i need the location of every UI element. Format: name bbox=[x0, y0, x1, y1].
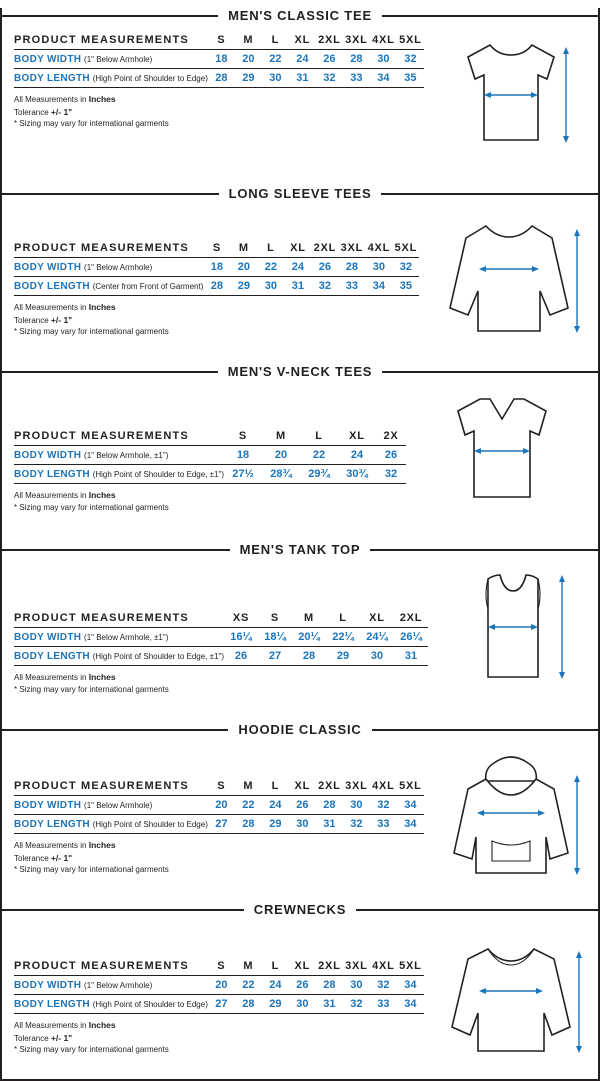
size-header: 5XL bbox=[399, 34, 422, 46]
note-line: Tolerance +/- 1" bbox=[14, 852, 73, 863]
section-title: MEN'S V-NECK TEES bbox=[227, 364, 373, 379]
row-note: (1" Below Armhole, ±1") bbox=[84, 633, 169, 642]
size-header: XS bbox=[232, 612, 250, 624]
size-header: 4XL bbox=[367, 242, 391, 254]
measurements-table bbox=[14, 31, 424, 88]
cell: 32 bbox=[343, 995, 370, 1014]
cell: 30 bbox=[360, 647, 394, 666]
cell: 30 bbox=[262, 69, 289, 88]
cell: 30 bbox=[289, 815, 316, 834]
row-label bbox=[14, 976, 208, 995]
note-line: All Measurements in Inches bbox=[14, 490, 116, 500]
row-label bbox=[14, 69, 208, 88]
rule-left bbox=[2, 15, 218, 17]
rule-right bbox=[356, 909, 598, 911]
row-label bbox=[14, 446, 224, 465]
size-header: M bbox=[243, 960, 254, 972]
cell: 29 bbox=[230, 277, 257, 296]
cell: 34 bbox=[397, 995, 424, 1014]
size-header: 3XL bbox=[340, 242, 364, 254]
cell: 28 bbox=[235, 815, 262, 834]
row-note: (1" Below Armhole) bbox=[84, 801, 153, 810]
size-header: L bbox=[267, 242, 275, 254]
tshirt-icon bbox=[446, 35, 576, 155]
size-header: 2XL bbox=[318, 960, 341, 972]
size-header: 2XL bbox=[318, 34, 341, 46]
measurements-table-wrap bbox=[2, 239, 419, 338]
row-label bbox=[14, 628, 224, 647]
header-product-measurements: PRODUCT MEASUREMENTS bbox=[14, 34, 189, 46]
cell: 20 bbox=[235, 50, 262, 69]
table-row bbox=[14, 465, 406, 484]
cell: 28 bbox=[292, 647, 326, 666]
note-line: All Measurements in Inches bbox=[14, 840, 116, 850]
cell: 30¾ bbox=[338, 465, 376, 484]
cell: 24 bbox=[338, 446, 376, 465]
row-name: BODY WIDTH bbox=[14, 980, 82, 991]
rule-left bbox=[2, 193, 219, 195]
cell: 22 bbox=[262, 50, 289, 69]
size-header: 2XL bbox=[318, 780, 341, 792]
row-note: (1" Below Armhole) bbox=[84, 263, 153, 272]
tank-top-icon bbox=[448, 565, 578, 690]
size-header: L bbox=[271, 34, 280, 46]
section-body bbox=[2, 737, 598, 890]
header-product-measurements: PRODUCT MEASUREMENTS bbox=[14, 612, 189, 624]
section-title-row bbox=[2, 364, 598, 379]
cell: 28 bbox=[343, 50, 370, 69]
section-hoodie-classic bbox=[2, 722, 598, 902]
header-product-measurements: PRODUCT MEASUREMENTS bbox=[14, 960, 189, 972]
measurements-table bbox=[14, 239, 419, 296]
row-label bbox=[14, 50, 208, 69]
size-header: 2XL bbox=[313, 242, 337, 254]
size-header: 4XL bbox=[372, 960, 395, 972]
row-label bbox=[14, 647, 224, 666]
size-header: M bbox=[243, 34, 254, 46]
long-sleeve-shirt-icon bbox=[434, 213, 584, 353]
cell: 30 bbox=[343, 976, 370, 995]
size-header: XL bbox=[294, 34, 311, 46]
row-note: (High Point of Shoulder to Edge) bbox=[92, 74, 208, 83]
size-header: 5XL bbox=[399, 780, 422, 792]
cell: 33 bbox=[343, 69, 370, 88]
rule-right bbox=[382, 15, 598, 17]
row-note: (High Point of Shoulder to Edge, ±1") bbox=[92, 652, 224, 661]
cell: 28 bbox=[235, 995, 262, 1014]
cell: 30 bbox=[289, 995, 316, 1014]
cell: 24 bbox=[262, 976, 289, 995]
row-label bbox=[14, 815, 208, 834]
table-row bbox=[14, 815, 424, 834]
rule-right bbox=[382, 371, 598, 373]
section-mens-tank-top bbox=[2, 542, 598, 722]
cell: 29 bbox=[235, 69, 262, 88]
cell: 30 bbox=[370, 50, 397, 69]
cell: 32 bbox=[370, 976, 397, 995]
row-label bbox=[14, 258, 203, 277]
size-header: 5XL bbox=[394, 242, 418, 254]
cell: 31 bbox=[289, 69, 316, 88]
note-line: * Sizing may vary for international garments bbox=[14, 327, 169, 337]
measurements-table bbox=[14, 957, 424, 1014]
size-header: M bbox=[243, 780, 254, 792]
cell: 24¼ bbox=[360, 628, 394, 647]
cell: 22 bbox=[235, 976, 262, 995]
table-row bbox=[14, 50, 424, 69]
garment-illustration-long-sleeve bbox=[419, 209, 598, 353]
section-title-row bbox=[2, 186, 598, 201]
cell: 32 bbox=[311, 277, 338, 296]
section-body bbox=[2, 557, 598, 695]
section-title: LONG SLEEVE TEES bbox=[228, 186, 372, 201]
cell: 31 bbox=[394, 647, 428, 666]
cell: 32 bbox=[397, 50, 424, 69]
measurements-table-wrap bbox=[2, 957, 424, 1056]
cell: 20 bbox=[208, 796, 235, 815]
size-header: 3XL bbox=[345, 960, 368, 972]
cell: 18 bbox=[224, 446, 262, 465]
note-line: * Sizing may vary for international garments bbox=[14, 865, 169, 875]
garment-illustration-hoodie bbox=[424, 741, 598, 890]
cell: 32 bbox=[316, 69, 343, 88]
row-label bbox=[14, 465, 224, 484]
note-line: All Measurements in Inches bbox=[14, 94, 116, 104]
row-note: (1" Below Armhole) bbox=[84, 981, 153, 990]
garment-illustration-tank-top bbox=[428, 561, 598, 690]
size-header: S bbox=[238, 430, 248, 442]
hoodie-icon bbox=[436, 745, 586, 890]
cell: 18 bbox=[203, 258, 230, 277]
rule-right bbox=[370, 549, 598, 551]
cell: 33 bbox=[338, 277, 365, 296]
table-header-row bbox=[14, 777, 424, 796]
section-title: CREWNECKS bbox=[253, 902, 347, 917]
section-mens-classic-tee bbox=[2, 8, 598, 186]
cell: 34 bbox=[397, 976, 424, 995]
notes-block bbox=[14, 1014, 424, 1056]
size-header: 4XL bbox=[372, 34, 395, 46]
cell: 28 bbox=[338, 258, 365, 277]
size-header: 4XL bbox=[372, 780, 395, 792]
note-line: * Sizing may vary for international garments bbox=[14, 502, 169, 512]
size-header: 3XL bbox=[345, 780, 368, 792]
cell: 18¼ bbox=[258, 628, 292, 647]
table-header-row bbox=[14, 427, 406, 446]
section-body bbox=[2, 201, 598, 353]
size-header: M bbox=[276, 430, 286, 442]
size-header: S bbox=[212, 242, 221, 254]
size-chart-page bbox=[0, 8, 600, 1081]
row-note: (High Point of Shoulder to Edge, ±1") bbox=[92, 470, 224, 479]
table-row bbox=[14, 796, 424, 815]
row-note: (Center from Front of Garment) bbox=[92, 282, 204, 291]
section-long-sleeve-tees bbox=[2, 186, 598, 364]
row-label bbox=[14, 995, 208, 1014]
row-name: BODY LENGTH bbox=[14, 469, 90, 480]
cell: 26 bbox=[224, 647, 258, 666]
row-name: BODY LENGTH bbox=[14, 281, 90, 292]
table-header-row bbox=[14, 31, 424, 50]
notes-block bbox=[14, 666, 428, 695]
cell: 22¼ bbox=[326, 628, 360, 647]
note-line: * Sizing may vary for international garments bbox=[14, 119, 169, 129]
size-header: L bbox=[271, 780, 280, 792]
table-header-row bbox=[14, 957, 424, 976]
size-header: XL bbox=[349, 430, 365, 442]
measurements-table-wrap bbox=[2, 609, 428, 695]
table-row bbox=[14, 976, 424, 995]
row-name: BODY LENGTH bbox=[14, 651, 90, 662]
note-line: All Measurements in Inches bbox=[14, 302, 116, 312]
row-note: (1" Below Armhole) bbox=[84, 55, 153, 64]
cell: 27 bbox=[208, 815, 235, 834]
cell: 27½ bbox=[224, 465, 262, 484]
size-header: L bbox=[315, 430, 323, 442]
cell: 24 bbox=[289, 50, 316, 69]
cell: 20 bbox=[208, 976, 235, 995]
cell: 29 bbox=[262, 815, 289, 834]
size-header: S bbox=[270, 612, 280, 624]
row-name: BODY WIDTH bbox=[14, 262, 82, 273]
rule-left bbox=[2, 909, 244, 911]
section-body bbox=[2, 379, 598, 514]
notes-block bbox=[14, 484, 406, 513]
cell: 29 bbox=[326, 647, 360, 666]
table-header-row bbox=[14, 609, 428, 628]
cell: 34 bbox=[397, 815, 424, 834]
size-header: XL bbox=[290, 242, 306, 254]
cell: 28¾ bbox=[262, 465, 300, 484]
section-title: MEN'S TANK TOP bbox=[239, 542, 361, 557]
section-title: HOODIE CLASSIC bbox=[238, 722, 362, 737]
cell: 34 bbox=[397, 796, 424, 815]
row-label bbox=[14, 796, 208, 815]
cell: 22 bbox=[300, 446, 338, 465]
section-title-row bbox=[2, 542, 598, 557]
cell: 29 bbox=[262, 995, 289, 1014]
cell: 34 bbox=[365, 277, 392, 296]
row-label bbox=[14, 277, 203, 296]
cell: 30 bbox=[365, 258, 392, 277]
cell: 33 bbox=[370, 815, 397, 834]
note-line: * Sizing may vary for international garments bbox=[14, 684, 169, 694]
crewneck-sweatshirt-icon bbox=[436, 931, 586, 1071]
row-note: (1" Below Armhole, ±1") bbox=[84, 451, 169, 460]
size-header: M bbox=[304, 612, 314, 624]
cell: 18 bbox=[208, 50, 235, 69]
size-header: S bbox=[217, 780, 226, 792]
note-line: All Measurements in Inches bbox=[14, 672, 116, 682]
cell: 28 bbox=[208, 69, 235, 88]
section-crewnecks bbox=[2, 902, 598, 1077]
cell: 30 bbox=[257, 277, 284, 296]
cell: 32 bbox=[370, 796, 397, 815]
cell: 33 bbox=[370, 995, 397, 1014]
cell: 31 bbox=[316, 815, 343, 834]
size-header: 2XL bbox=[399, 612, 423, 624]
header-product-measurements: PRODUCT MEASUREMENTS bbox=[14, 430, 189, 442]
cell: 22 bbox=[257, 258, 284, 277]
rule-left bbox=[2, 729, 228, 731]
size-header: 2X bbox=[383, 430, 399, 442]
measurements-table bbox=[14, 427, 406, 484]
note-line: Tolerance +/- 1" bbox=[14, 106, 73, 117]
cell: 32 bbox=[392, 258, 419, 277]
garment-illustration-v-neck bbox=[406, 385, 598, 514]
rule-left bbox=[2, 549, 230, 551]
cell: 26 bbox=[376, 446, 406, 465]
cell: 27 bbox=[208, 995, 235, 1014]
table-row bbox=[14, 446, 406, 465]
cell: 26¼ bbox=[394, 628, 428, 647]
cell: 26 bbox=[311, 258, 338, 277]
cell: 32 bbox=[343, 815, 370, 834]
measurements-table bbox=[14, 777, 424, 834]
table-header-row bbox=[14, 239, 419, 258]
cell: 28 bbox=[203, 277, 230, 296]
row-name: BODY LENGTH bbox=[14, 819, 90, 830]
cell: 20¼ bbox=[292, 628, 326, 647]
section-mens-v-neck-tees bbox=[2, 364, 598, 542]
measurements-table-wrap bbox=[2, 777, 424, 876]
table-row bbox=[14, 258, 419, 277]
row-name: BODY WIDTH bbox=[14, 54, 82, 65]
cell: 22 bbox=[235, 796, 262, 815]
row-name: BODY LENGTH bbox=[14, 73, 90, 84]
cell: 28 bbox=[316, 976, 343, 995]
section-body bbox=[2, 917, 598, 1071]
cell: 35 bbox=[392, 277, 419, 296]
header-product-measurements: PRODUCT MEASUREMENTS bbox=[14, 780, 189, 792]
notes-block bbox=[14, 834, 424, 876]
size-header: XL bbox=[294, 960, 311, 972]
cell: 31 bbox=[284, 277, 311, 296]
size-header: L bbox=[271, 960, 280, 972]
cell: 34 bbox=[370, 69, 397, 88]
cell: 35 bbox=[397, 69, 424, 88]
row-name: BODY WIDTH bbox=[14, 450, 82, 461]
size-header: 5XL bbox=[399, 960, 422, 972]
table-row bbox=[14, 277, 419, 296]
cell: 29¾ bbox=[300, 465, 338, 484]
section-body bbox=[2, 23, 598, 155]
size-header: S bbox=[217, 960, 226, 972]
cell: 27 bbox=[258, 647, 292, 666]
row-name: BODY WIDTH bbox=[14, 632, 82, 643]
note-line: * Sizing may vary for international garments bbox=[14, 1045, 169, 1055]
cell: 24 bbox=[262, 796, 289, 815]
cell: 26 bbox=[316, 50, 343, 69]
section-title: MEN'S CLASSIC TEE bbox=[228, 8, 372, 23]
measurements-table bbox=[14, 609, 428, 666]
table-row bbox=[14, 647, 428, 666]
v-neck-shirt-icon bbox=[432, 389, 572, 514]
size-header: S bbox=[217, 34, 226, 46]
rule-right bbox=[372, 729, 598, 731]
table-row bbox=[14, 69, 424, 88]
section-title-row bbox=[2, 722, 598, 737]
row-note: (High Point of Shoulder to Edge) bbox=[92, 820, 208, 829]
cell: 24 bbox=[284, 258, 311, 277]
rule-left bbox=[2, 371, 218, 373]
size-header: L bbox=[339, 612, 347, 624]
cell: 26 bbox=[289, 976, 316, 995]
row-note: (High Point of Shoulder to Edge) bbox=[92, 1000, 208, 1009]
table-row bbox=[14, 628, 428, 647]
size-header: XL bbox=[294, 780, 311, 792]
table-row bbox=[14, 995, 424, 1014]
row-name: BODY WIDTH bbox=[14, 800, 82, 811]
measurements-table-wrap bbox=[2, 31, 424, 130]
cell: 28 bbox=[316, 796, 343, 815]
cell: 26 bbox=[289, 796, 316, 815]
note-line: All Measurements in Inches bbox=[14, 1020, 116, 1030]
header-product-measurements: PRODUCT MEASUREMENTS bbox=[14, 242, 189, 254]
garment-illustration-crewneck bbox=[424, 927, 598, 1071]
section-title-row bbox=[2, 902, 598, 917]
cell: 20 bbox=[262, 446, 300, 465]
note-line: Tolerance +/- 1" bbox=[14, 314, 73, 325]
size-header: M bbox=[238, 242, 249, 254]
row-name: BODY LENGTH bbox=[14, 999, 90, 1010]
cell: 16¼ bbox=[224, 628, 258, 647]
note-line: Tolerance +/- 1" bbox=[14, 1032, 73, 1043]
garment-illustration-classic-tee bbox=[424, 31, 598, 155]
size-header: 3XL bbox=[345, 34, 368, 46]
size-header: XL bbox=[369, 612, 385, 624]
section-title-row bbox=[2, 8, 598, 23]
cell: 20 bbox=[230, 258, 257, 277]
notes-block bbox=[14, 296, 419, 338]
cell: 31 bbox=[316, 995, 343, 1014]
cell: 32 bbox=[376, 465, 406, 484]
measurements-table-wrap bbox=[2, 427, 406, 513]
notes-block bbox=[14, 88, 424, 130]
rule-right bbox=[381, 193, 598, 195]
cell: 30 bbox=[343, 796, 370, 815]
